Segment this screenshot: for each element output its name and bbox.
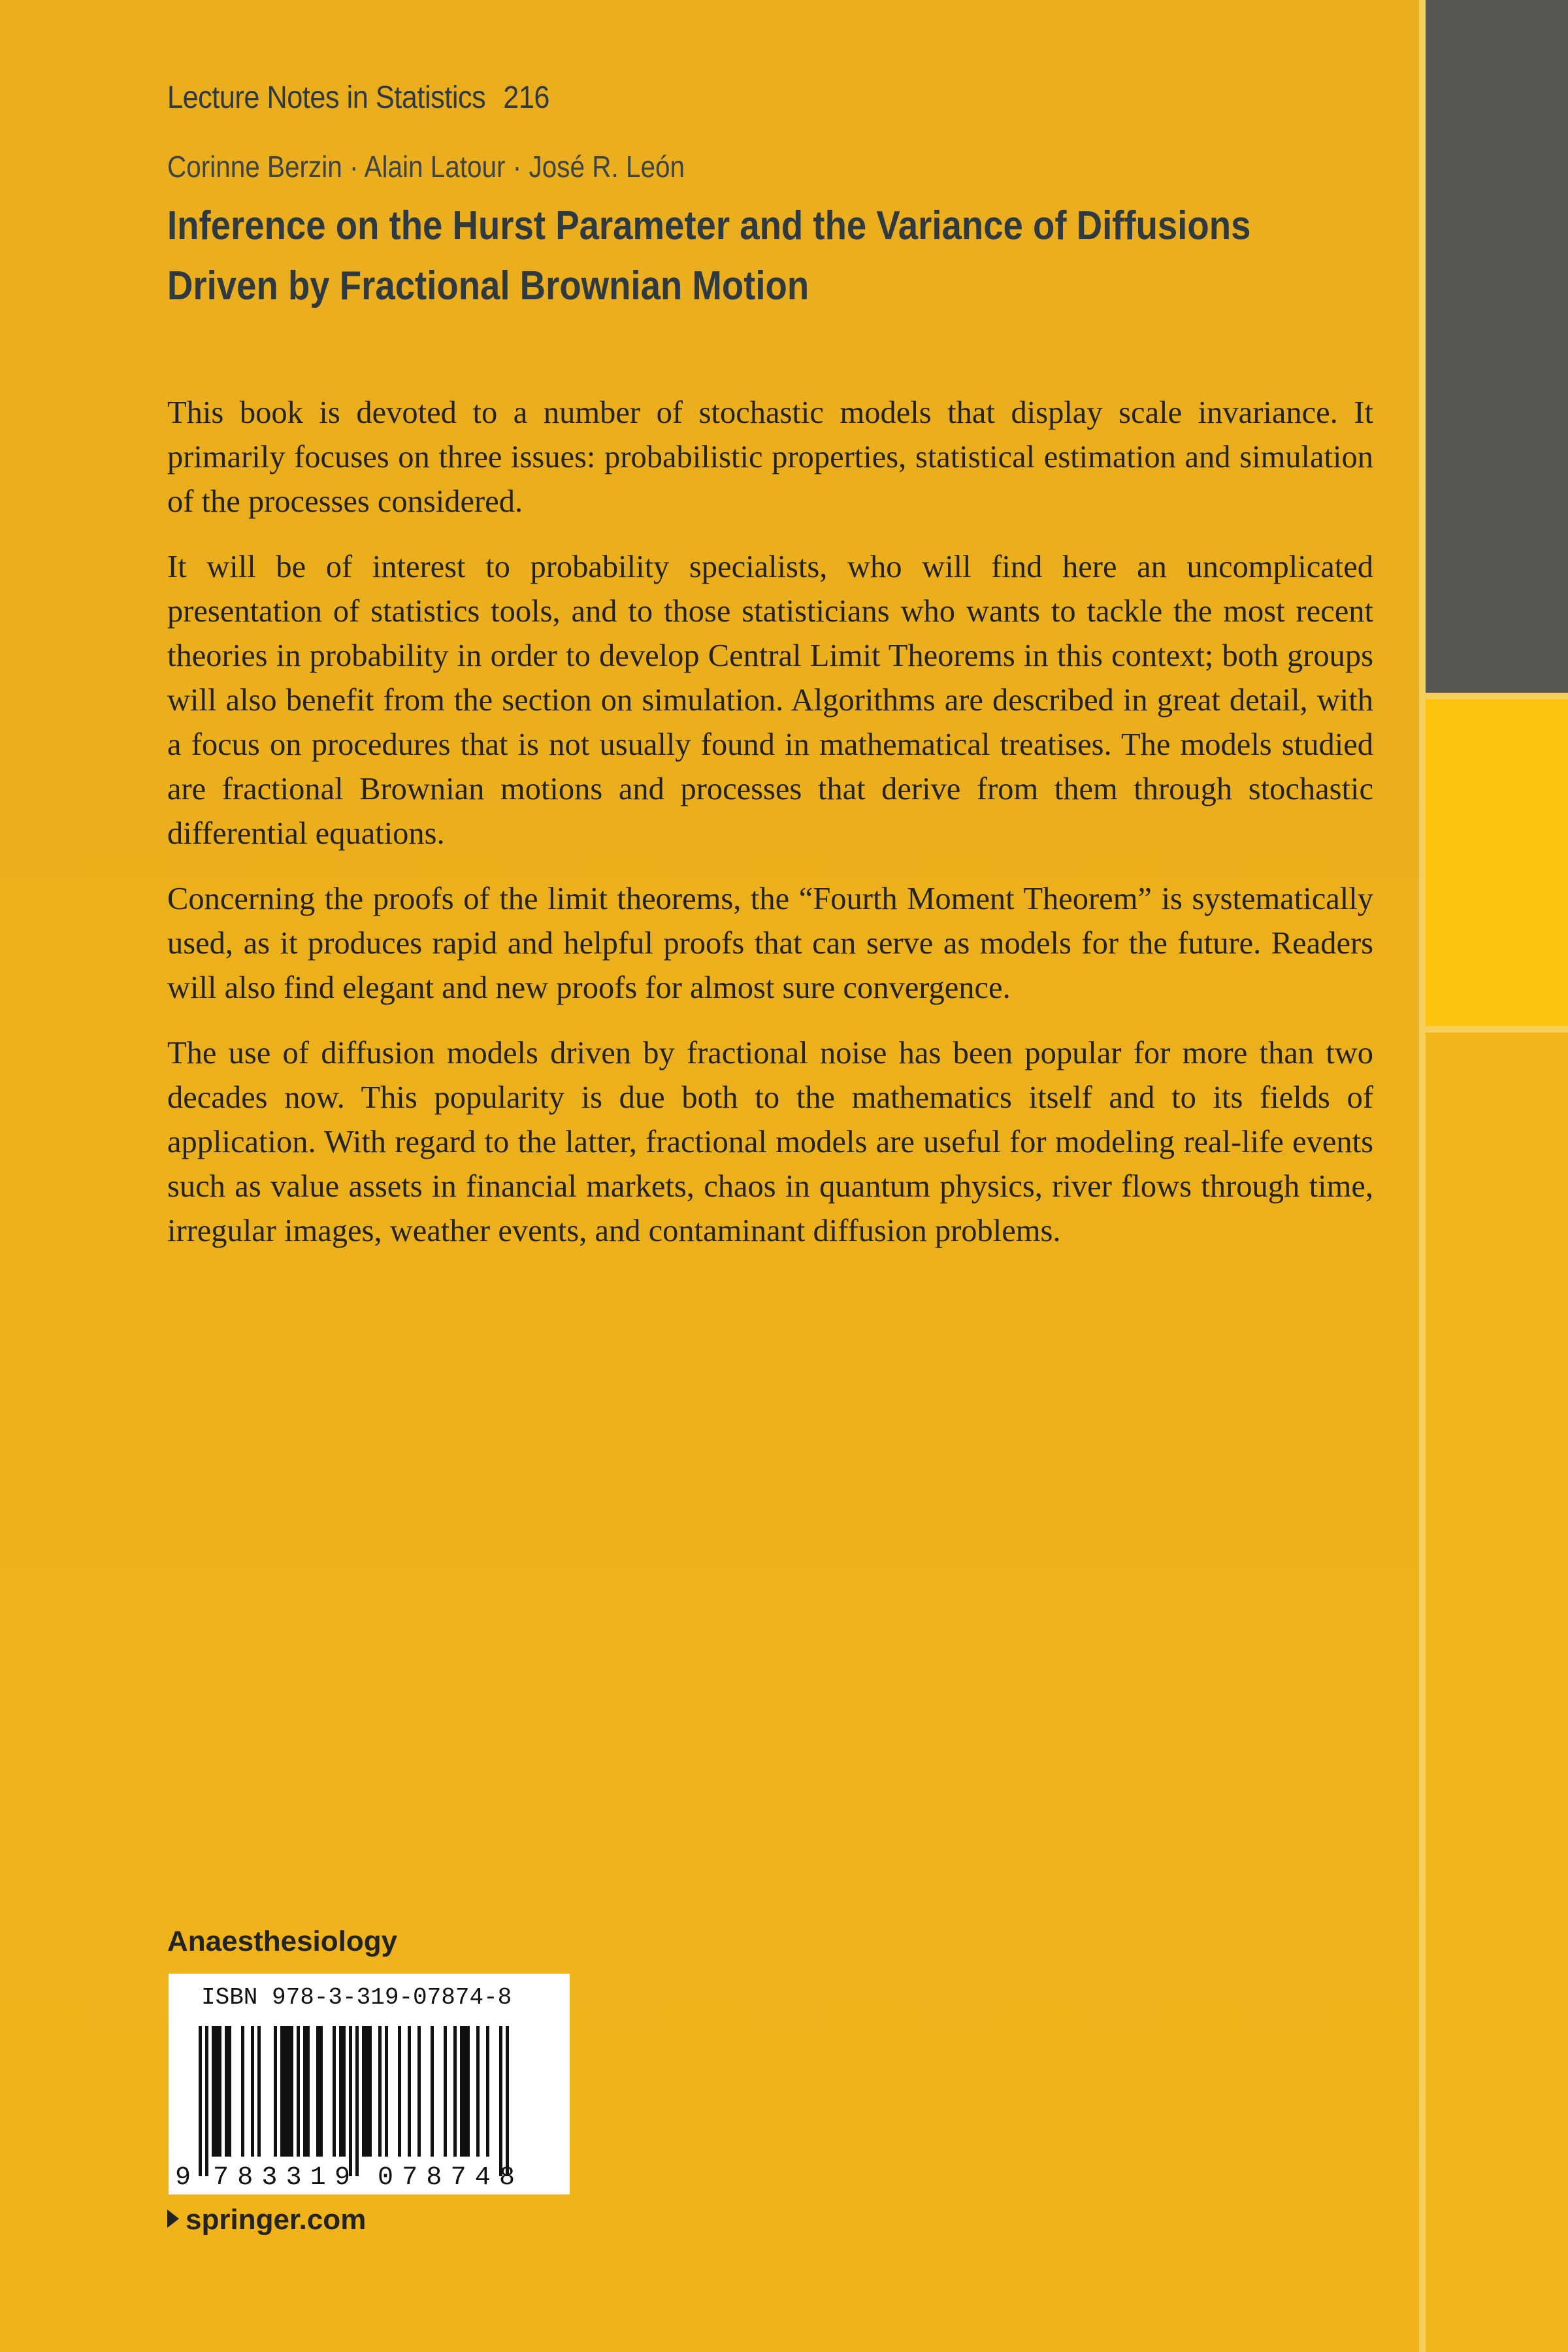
blurb-paragraph-4: The use of diffusion models driven by fractional noise has been popular for more than two decades now. This popularity is due both to the mathematics itself and to its fields of application. With regard to the latter, fractional models are useful for modeling real-life events such as value assets in financial markets, chaos in quantum physics, river flows through time, irregular images, weather events, and contaminant diffusion problems. xyxy=(167,1036,1373,1248)
barcode-bar xyxy=(215,2026,218,2157)
barcode-bar xyxy=(466,2026,470,2157)
barcode-bar xyxy=(339,2026,342,2157)
barcode-bar xyxy=(319,2026,323,2157)
barcode-bar xyxy=(280,2026,284,2157)
barcode-bar xyxy=(355,2026,359,2176)
barcode-bar xyxy=(251,2026,254,2157)
barcode-bar xyxy=(349,2026,352,2176)
barcode-bar xyxy=(342,2026,346,2157)
isbn-barcode xyxy=(169,1974,570,2195)
barcode-bar xyxy=(362,2026,365,2157)
barcode-bar xyxy=(398,2026,401,2157)
barcode-bar xyxy=(290,2026,293,2157)
series-volume: 216 xyxy=(503,80,549,115)
blurb-paragraph-3: Concerning the proofs of the limit theorems, the “Fourth Moment Theorem” is systematically used, as it produces rapid and helpful proofs that can serve as models for the future. Readers will also find elegant and new proofs for almost sure convergence. xyxy=(167,882,1373,1005)
title-line-1: Inference on the Hurst Parameter and the Variance of Diffusions xyxy=(167,203,1251,248)
series-line xyxy=(167,80,549,116)
barcode-bar xyxy=(333,2026,336,2157)
title-line-2: Driven by Fractional Brownian Motion xyxy=(167,263,809,308)
barcode-bar xyxy=(463,2026,466,2157)
barcode-bar xyxy=(385,2026,388,2157)
blurb-paragraph-1: This book is devoted to a number of stochastic models that display scale invariance. It primarily focuses on three issues: probabilistic properties, statistical estimation and simulation of the processes considered. xyxy=(167,395,1373,519)
barcode-bar xyxy=(274,2026,277,2157)
barcode-bar xyxy=(368,2026,372,2157)
book-title xyxy=(167,196,1288,316)
barcode-bar xyxy=(212,2026,215,2157)
barcode-bar xyxy=(225,2026,228,2157)
barcode-bar xyxy=(417,2026,421,2157)
barcode-bar xyxy=(453,2026,457,2157)
blurb-paragraph-2: It will be of interest to probability specialists, who will find here an uncomplicated presentation of statistics tools, and to those statisticians who wants to tackle the most recent theories in probability in order to develop Central Limit Theorems in this context; both groups will also benefit from the section on simulation. Algorithms are described in great detail, with a focus on procedures that is not usually found in mathematical treatises. The models studied are fractional Brownian motions and processes that derive from them through stochastic differential equations. xyxy=(167,550,1373,851)
barcode-bar xyxy=(408,2026,411,2157)
barcode-bars xyxy=(199,2026,509,2176)
barcode-first-digit: 9 xyxy=(175,2163,191,2193)
isbn-label: ISBN 978-3-319-07874-8 xyxy=(201,1984,512,2011)
barcode-bar xyxy=(316,2026,319,2157)
barcode-bar xyxy=(506,2026,509,2176)
barcode-bar xyxy=(486,2026,489,2157)
barcode-bar xyxy=(499,2026,502,2176)
barcode-bar xyxy=(284,2026,287,2157)
website-text: springer.com xyxy=(186,2204,367,2236)
barcode-graphic xyxy=(169,1974,570,2195)
barcode-bar xyxy=(287,2026,290,2157)
barcode-bar xyxy=(241,2026,244,2157)
barcode-bar xyxy=(257,2026,261,2157)
spine-amber-block xyxy=(1426,1033,1568,2352)
barcode-bar xyxy=(378,2026,382,2157)
barcode-bar xyxy=(365,2026,368,2157)
authors: Corinne Berzin · Alain Latour · José R. León xyxy=(167,150,685,184)
barcode-bar xyxy=(431,2026,434,2157)
arrow-right-icon xyxy=(167,2210,179,2228)
barcode-left-digits: 783319 xyxy=(213,2163,350,2193)
barcode-bar xyxy=(228,2026,231,2157)
barcode-bar xyxy=(476,2026,480,2157)
blurb xyxy=(167,391,1373,1274)
barcode-bar xyxy=(303,2026,306,2157)
barcode-bar xyxy=(218,2026,221,2157)
series-name: Lecture Notes in Statistics xyxy=(167,80,486,115)
spine-gap xyxy=(1426,1026,1568,1033)
barcode-right-digits: 078748 xyxy=(378,2163,515,2193)
barcode-bar xyxy=(460,2026,463,2157)
barcode-bar xyxy=(205,2026,208,2176)
barcode-bar xyxy=(444,2026,447,2157)
website-link[interactable] xyxy=(167,2204,366,2236)
barcode-bar xyxy=(306,2026,310,2157)
spine-yellow-block xyxy=(1426,699,1568,1026)
spine-divider xyxy=(1419,0,1426,2352)
barcode-bar xyxy=(199,2026,202,2176)
barcode-bar xyxy=(297,2026,300,2157)
spine-gray-block xyxy=(1426,0,1568,693)
spine-gap xyxy=(1426,693,1568,699)
subject-label: Anaesthesiology xyxy=(167,1925,398,1957)
